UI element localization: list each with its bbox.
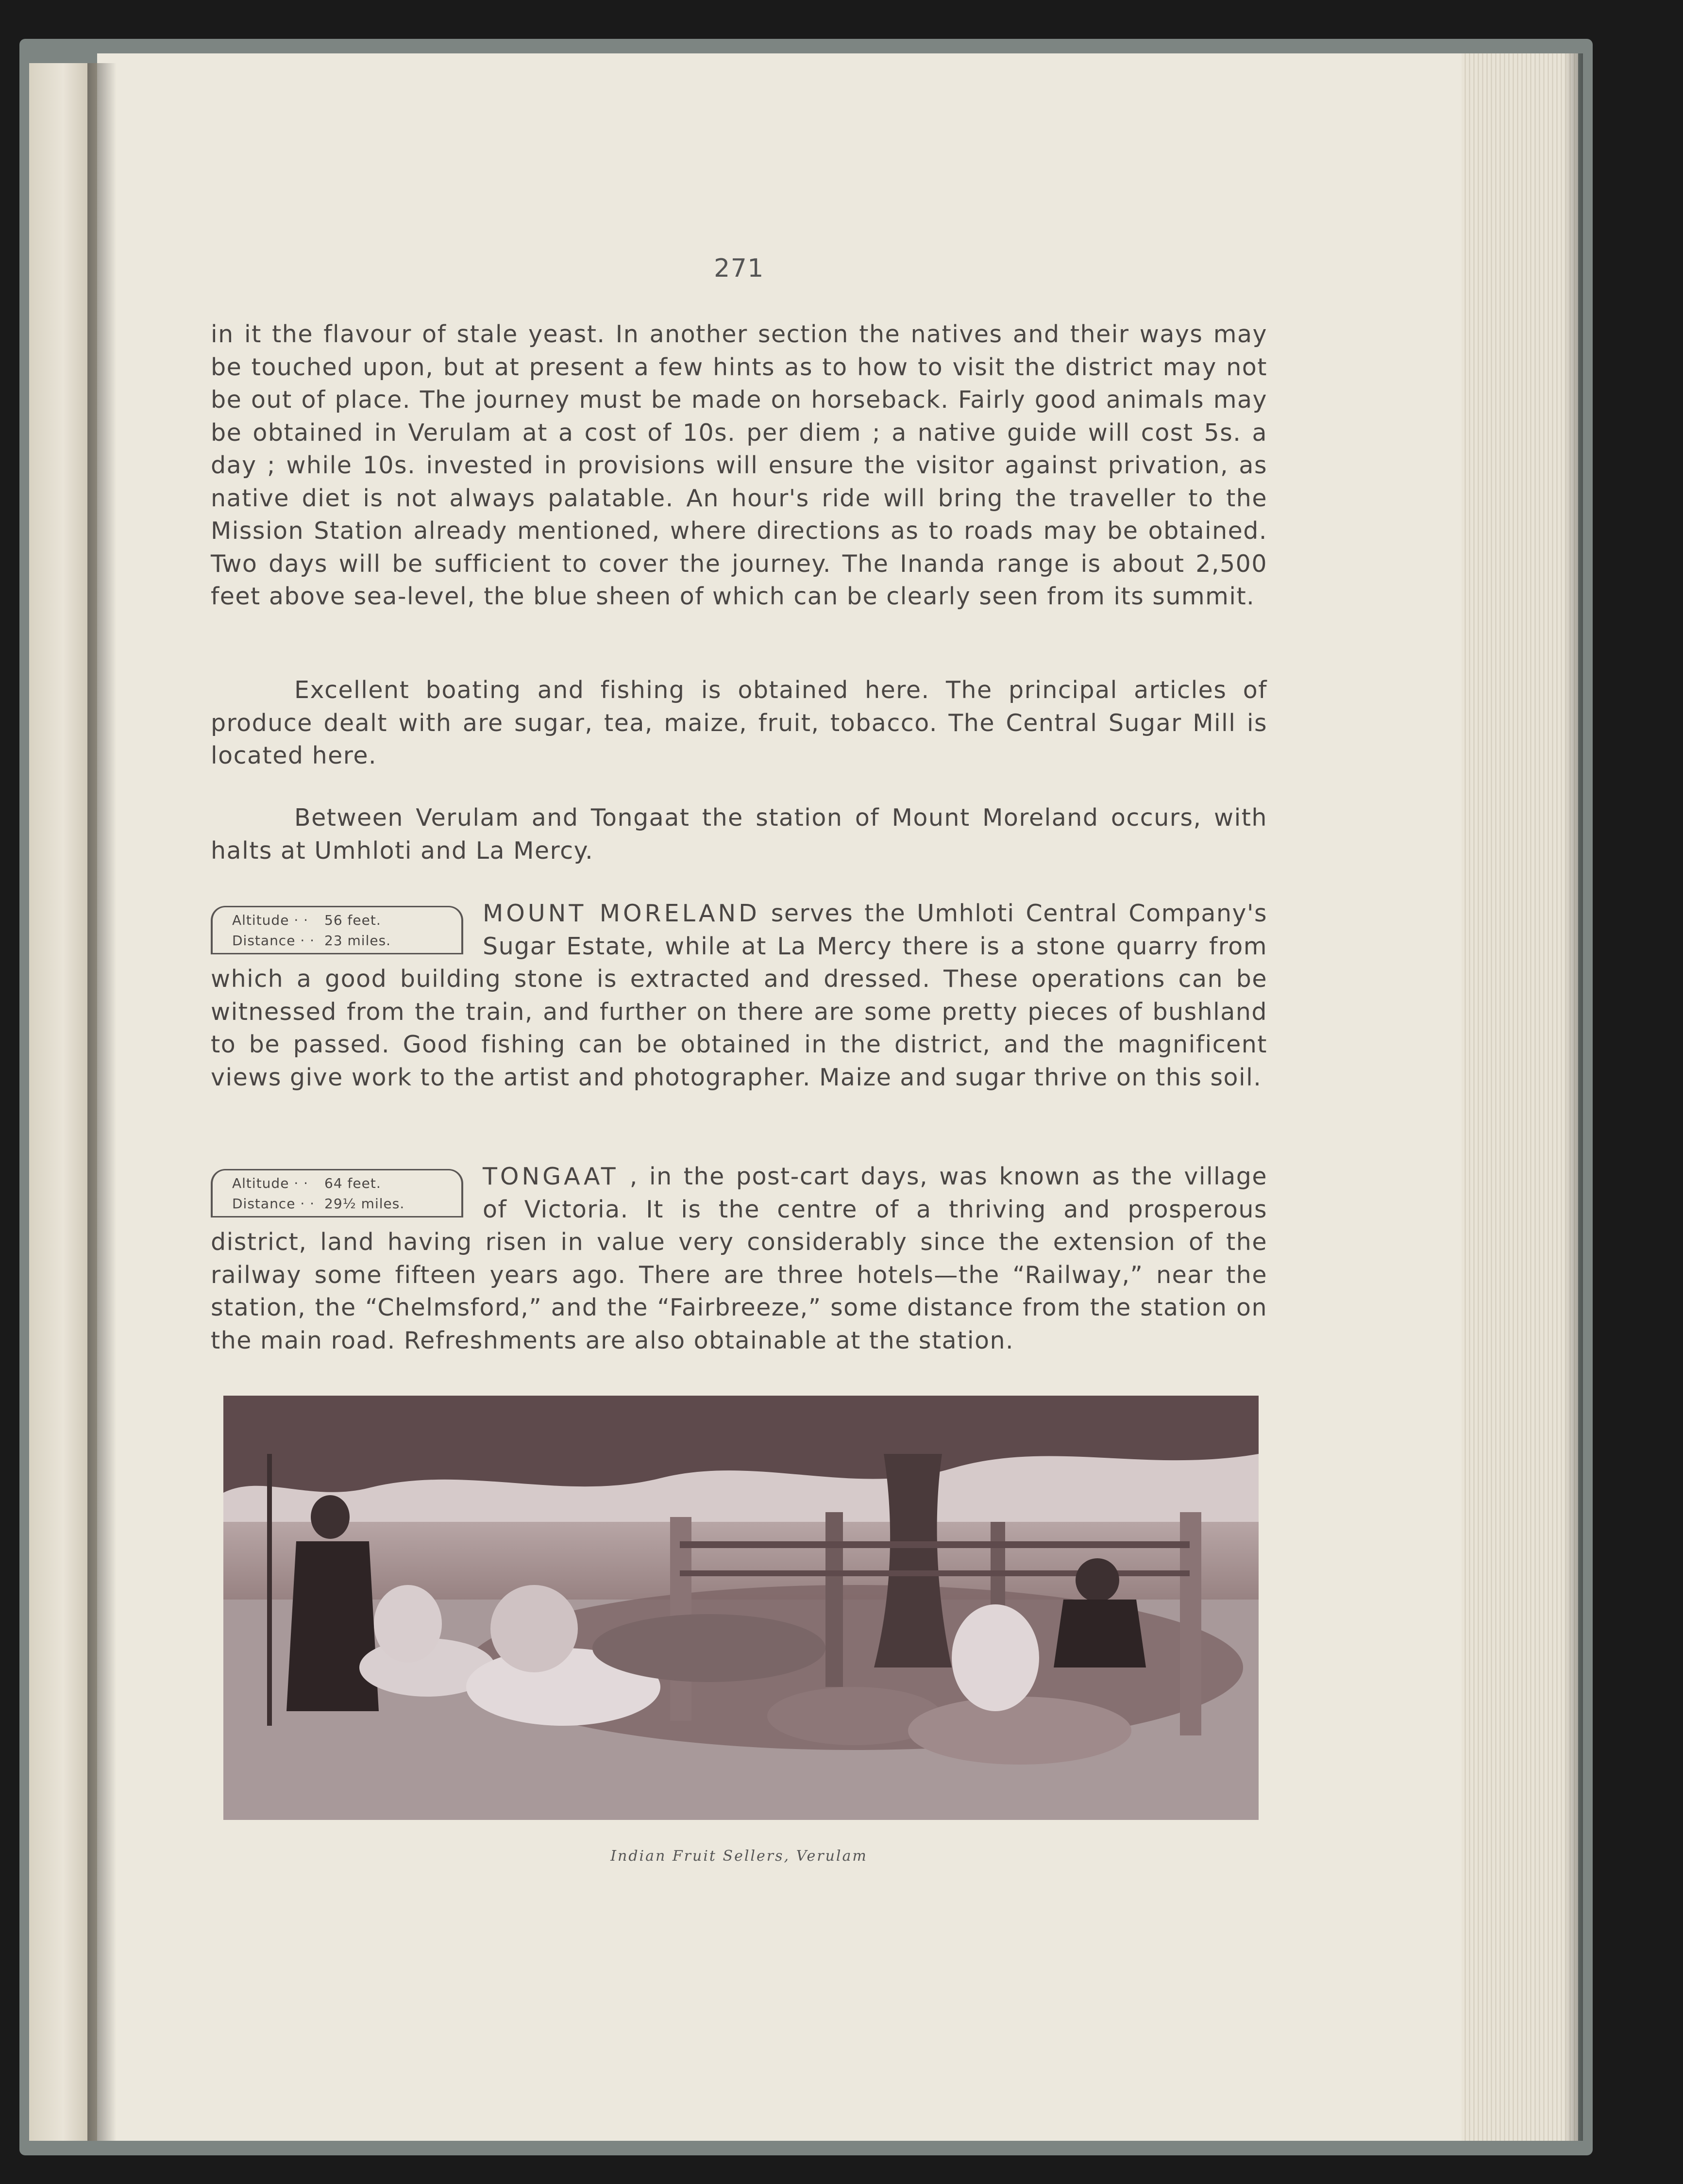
spine-shadow <box>87 63 117 2141</box>
distance-value: 23 miles. <box>324 933 391 949</box>
photo-caption: Indian Fruit Sellers, Verulam <box>610 1848 868 1865</box>
station-heading-mount-moreland: MOUNT MORELAND <box>483 900 760 927</box>
photo-fence-rail <box>680 1541 1190 1548</box>
photo-illustration <box>223 1396 1259 1820</box>
section-tongaat <box>211 1160 1267 1357</box>
tongaat-text: , in the post-cart days, was known as the village of Victoria. It is the centre of a thriving and prosperous district, land having risen in value very considerably since the extension of the railway some fifteen years ago. There are three hotels—the “Railway,” near the station, the “Chelmsford,” and the “Fairbreeze,” some distance from the station on the main road. Refreshments are also obtainable at the station. <box>211 1163 1267 1354</box>
photo-basket <box>908 1697 1131 1765</box>
photo-seated-vendor <box>952 1604 1039 1711</box>
photo-seated-vendor <box>374 1585 442 1663</box>
photo-fence-post <box>825 1512 843 1687</box>
distance-label: Distance · · <box>232 1196 315 1212</box>
section-mount-moreland <box>211 897 1267 1094</box>
distance-value: 29½ miles. <box>324 1196 405 1212</box>
photo-figure-body <box>286 1541 379 1711</box>
photo-figure-head <box>311 1495 350 1539</box>
altitude-value: 56 feet. <box>324 912 381 928</box>
photo-vendor-body <box>1054 1600 1146 1667</box>
page-edges <box>1462 53 1578 2141</box>
photo-produce-pile <box>592 1614 825 1682</box>
altitude-label: Altitude · · <box>232 1175 309 1191</box>
distance-label: Distance · · <box>232 933 315 949</box>
page-edges-shade <box>1564 53 1583 2141</box>
altitude-value: 64 feet. <box>324 1175 381 1191</box>
page-number: 271 <box>714 254 764 283</box>
photo-seated-vendor <box>490 1585 578 1672</box>
paragraph-between-stations: Between Verulam and Tongaat the station of Mount Moreland occurs, with halts at Umhloti and La Mercy. <box>211 804 1267 865</box>
photo-vendor-head <box>1076 1558 1119 1602</box>
photograph-fruit-sellers <box>223 1396 1259 1820</box>
altitude-label: Altitude · · <box>232 912 309 928</box>
mount-moreland-text: serves the Umhloti Central Company's Sugar Estate, while at La Mercy there is a stone quarry from which a good building stone is extracted and dressed. These operations can be witnessed from the train, and further on there are some pretty pieces of bushland to be passed. Good fishing can be obtained in the district, and the magnificent views give work to the artist and photographer. Maize and sugar thrive on this soil. <box>211 900 1267 1091</box>
left-page-edge <box>29 63 97 2141</box>
paragraph-verulam-visit: in it the flavour of stale yeast. In another section the natives and their ways may be touched upon, but at present a few hints as to how to visit the district may not be out of place. The journey must be made on horseback. Fairly good animals may be obtained in Verulam at a cost of 10s. per diem ; a native guide will cost 5s. a day ; while 10s. invested in provisions will ensure the visitor against privation, as native diet is not always palatable. An hour's ride will bring the traveller to the Mission Station already mentioned, where directions as to roads may be obtained. Two days will be sufficient to cover the journey. The Inanda range is about 2,500 feet above sea-level, the blue sheen of which can be clearly seen from its summit. <box>211 320 1267 610</box>
info-box-mount-moreland <box>211 906 463 954</box>
paragraph-boating: Excellent boating and fishing is obtained here. The principal articles of produce dealt with are sugar, tea, maize, fruit, tobacco. The Central Sugar Mill is located here. <box>211 676 1267 769</box>
info-box-tongaat <box>211 1169 463 1217</box>
photo-staff <box>267 1454 272 1726</box>
station-heading-tongaat: TONGAAT <box>483 1163 619 1190</box>
